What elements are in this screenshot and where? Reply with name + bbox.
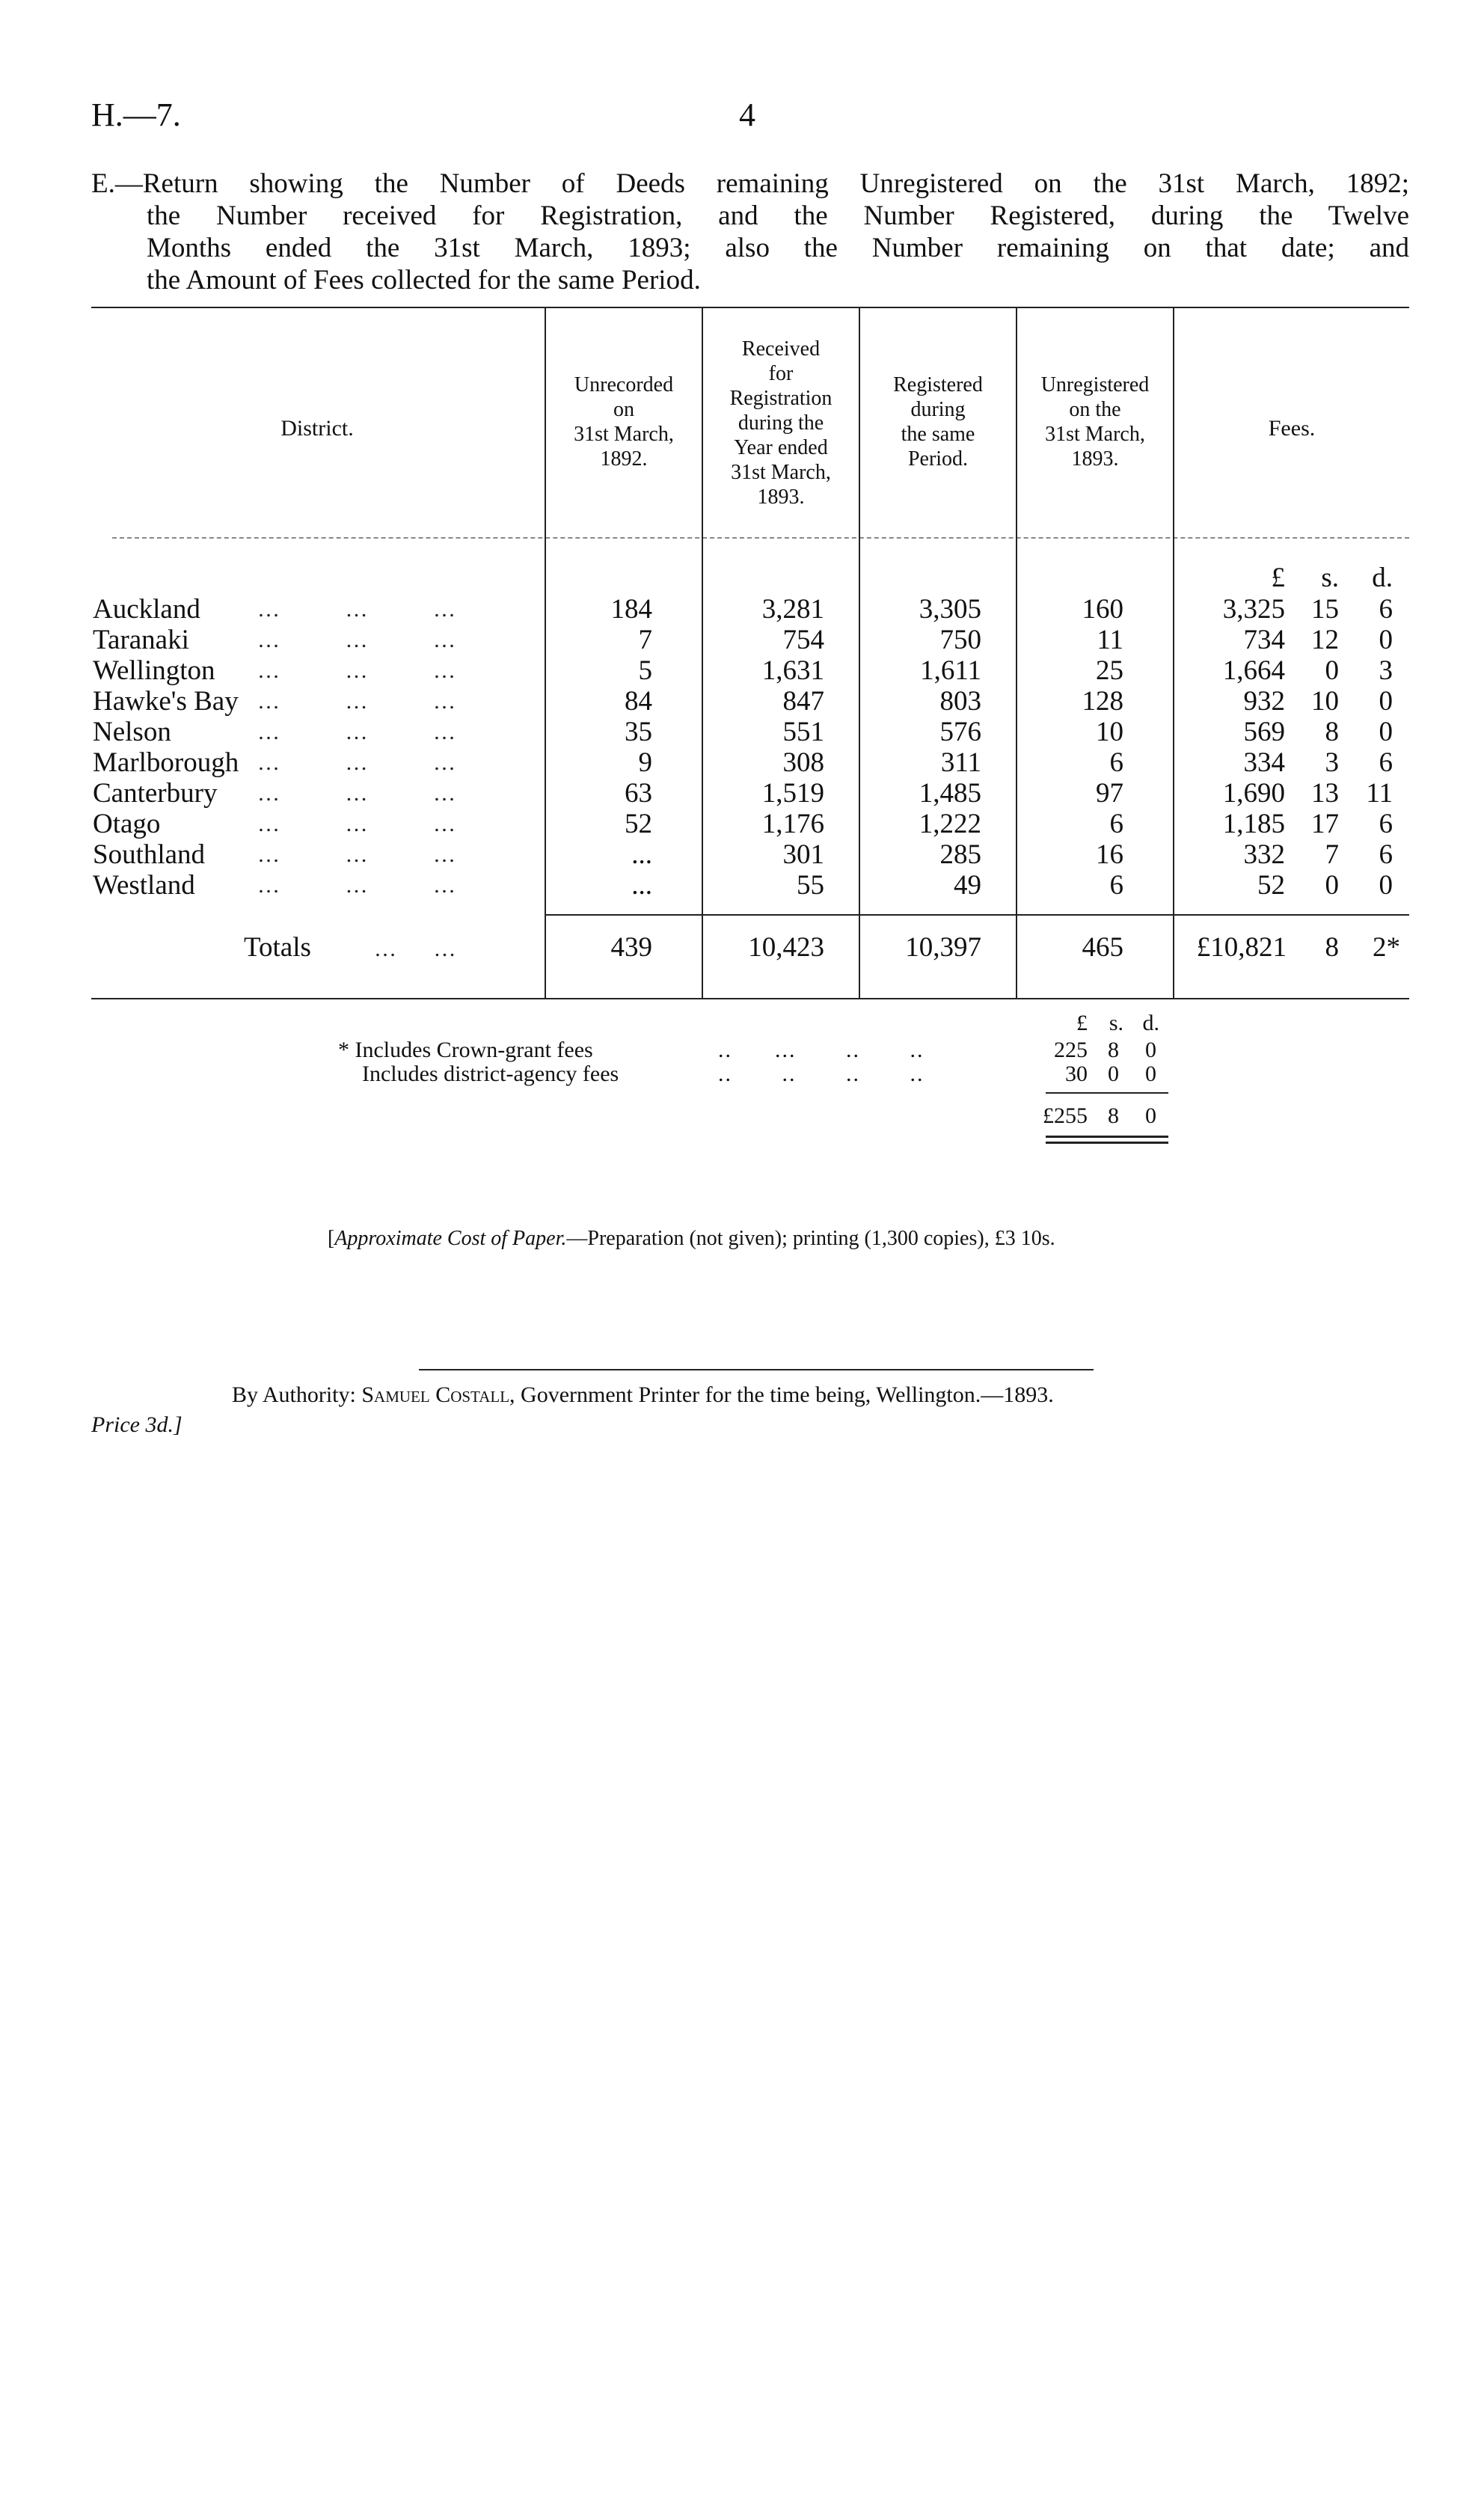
- cell-fees-shillings: 3: [1325, 747, 1339, 778]
- cell-fees-pence: 0: [1379, 686, 1393, 717]
- footnote-total-pounds: £255: [1043, 1103, 1088, 1128]
- footnote-district-agency-pounds: 30: [1065, 1062, 1088, 1086]
- row-district: Taranaki: [93, 625, 189, 655]
- cell-fees-pence: 0: [1379, 625, 1393, 655]
- cell-registered: 1,485: [919, 778, 981, 809]
- row-district: Hawke's Bay: [93, 686, 239, 717]
- cell-registered: 3,305: [919, 594, 981, 625]
- printer-authority-line: [232, 1382, 1054, 1408]
- row-district: Marlborough: [93, 747, 239, 778]
- cell-received: 847: [782, 686, 824, 717]
- cell-fees-shillings: 12: [1311, 625, 1339, 655]
- cell-received: 1,631: [761, 655, 824, 686]
- cell-unregistered: 11: [1097, 625, 1123, 655]
- cell-registered: 311: [940, 747, 981, 778]
- authority-suffix: , Government Printer for the time being, Wellington.—1893.: [509, 1382, 1054, 1407]
- cell-received: 55: [797, 870, 824, 901]
- cell-registered: 1,611: [920, 655, 981, 686]
- cell-unrecorded: ...: [631, 870, 652, 901]
- row-district: Canterbury: [93, 778, 218, 809]
- title-line-1: E.—Return showing the Number of Deeds remaining Unregistered on the 31st March, 1892;: [91, 168, 1409, 199]
- footnote-total-pence: 0: [1145, 1103, 1156, 1128]
- cell-unrecorded: 52: [625, 809, 652, 839]
- cell-fees-pounds: 1,690: [1222, 778, 1285, 809]
- column-header-district: District.: [280, 416, 354, 441]
- totals-unrecorded: 439: [610, 932, 652, 963]
- return-title: [91, 168, 1409, 296]
- table-header-divider: [112, 537, 1409, 539]
- row-leader-dots: … … …: [257, 720, 457, 744]
- cost-of-paper-note: [Approximate Cost of Paper.—Preparation (not given); printing (1,300 copies), £3 10s.: [328, 1227, 1055, 1250]
- page-number: 4: [739, 97, 755, 133]
- price-text: Price 3d.: [91, 1412, 174, 1437]
- cell-unregistered: 6: [1109, 809, 1123, 839]
- cell-fees-pounds: 332: [1243, 839, 1285, 870]
- cell-fees-pounds: 334: [1243, 747, 1285, 778]
- footnote-district-agency-label: Includes district-agency fees: [362, 1062, 619, 1086]
- footnote-unit-pence: d.: [1142, 1011, 1159, 1035]
- row-leader-dots: … … …: [257, 658, 457, 683]
- footnote-crown-grant-pounds: 225: [1054, 1038, 1088, 1062]
- footnote-total-shillings: 8: [1108, 1103, 1119, 1128]
- cell-fees-pounds: 734: [1243, 625, 1285, 655]
- totals-fees-pence: 2*: [1373, 932, 1400, 963]
- authority-rule: [419, 1369, 1094, 1370]
- cell-unregistered: 160: [1082, 594, 1123, 625]
- title-line-4: the Amount of Fees collected for the same Period.: [147, 265, 701, 295]
- page-header-reference: H.—7.: [91, 97, 181, 133]
- cell-registered: 750: [939, 625, 981, 655]
- cell-unrecorded: 63: [625, 778, 652, 809]
- cell-fees-pounds: 569: [1243, 717, 1285, 747]
- cell-received: 308: [782, 747, 824, 778]
- footnote-sum-rule: [1046, 1092, 1168, 1094]
- cell-fees-pence: 6: [1379, 839, 1393, 870]
- cell-unrecorded: 184: [610, 594, 652, 625]
- cell-registered: 803: [939, 686, 981, 717]
- cell-unrecorded: 5: [638, 655, 652, 686]
- column-header-fees: Fees.: [1268, 416, 1316, 441]
- cell-fees-pence: 11: [1366, 778, 1393, 809]
- footnote-district-agency-leader: .. .. .. ..: [718, 1062, 925, 1086]
- footnote-district-agency-shillings: 0: [1108, 1062, 1119, 1086]
- cell-fees-pence: 6: [1379, 594, 1393, 625]
- cell-fees-pounds: 1,185: [1222, 809, 1285, 839]
- cell-received: 754: [782, 625, 824, 655]
- title-line-2: the Number received for Registration, and the Number Registered, during the Twelve: [147, 200, 1409, 231]
- cell-fees-pounds: 932: [1243, 686, 1285, 717]
- cell-received: 301: [782, 839, 824, 870]
- cell-fees-shillings: 17: [1311, 809, 1339, 839]
- cell-received: 3,281: [761, 594, 824, 625]
- cell-fees-pence: 3: [1379, 655, 1393, 686]
- totals-received: 10,423: [748, 932, 824, 963]
- table-bottom-rule: [91, 998, 1409, 999]
- row-leader-dots: … … …: [257, 781, 457, 806]
- totals-registered: 10,397: [905, 932, 981, 963]
- row-leader-dots: … … …: [257, 842, 457, 867]
- cell-unregistered: 25: [1096, 655, 1123, 686]
- cell-unregistered: 6: [1109, 747, 1123, 778]
- totals-leader-dots: … …: [374, 937, 458, 961]
- table-top-rule: [91, 307, 1409, 308]
- cell-fees-shillings: 8: [1325, 717, 1339, 747]
- cell-unregistered: 97: [1096, 778, 1123, 809]
- cell-fees-shillings: 10: [1311, 686, 1339, 717]
- cost-note-text: —Preparation (not given); printing (1,300 copies), £3 10s.: [566, 1227, 1055, 1250]
- cell-fees-shillings: 7: [1325, 839, 1339, 870]
- row-district: Nelson: [93, 717, 171, 747]
- row-leader-dots: … … …: [257, 689, 457, 714]
- row-leader-dots: … … …: [257, 628, 457, 652]
- column-header-registered: Registered during the same Period.: [893, 373, 983, 471]
- row-leader-dots: … … …: [257, 812, 457, 836]
- row-leader-dots: … … …: [257, 873, 457, 898]
- footnote-crown-grant-leader: .. ... .. ..: [718, 1038, 925, 1062]
- cell-unrecorded: 35: [625, 717, 652, 747]
- row-district: Auckland: [93, 594, 200, 625]
- authority-prefix: By Authority:: [232, 1382, 362, 1407]
- cell-unrecorded: ...: [631, 839, 652, 870]
- column-header-received: Received for Registration during the Year ended 31st March, 1893.: [729, 337, 833, 509]
- column-header-unrecorded: Unrecorded on 31st March, 1892.: [574, 373, 674, 471]
- cell-registered: 285: [939, 839, 981, 870]
- cell-fees-pounds: 52: [1257, 870, 1285, 901]
- cost-note-label: Approximate Cost of Paper.: [334, 1227, 567, 1250]
- row-district: Otago: [93, 809, 161, 839]
- footnote-crown-grant-pence: 0: [1145, 1038, 1156, 1062]
- row-district: Wellington: [93, 655, 215, 686]
- row-leader-dots: … … …: [257, 750, 457, 775]
- totals-fees-shillings: 8: [1325, 932, 1339, 963]
- cell-fees-pence: 6: [1379, 747, 1393, 778]
- row-district: Westland: [93, 870, 195, 901]
- title-line-3: Months ended the 31st March, 1893; also the Number remaining on that date; and: [147, 233, 1409, 263]
- fees-unit-pence: d.: [1372, 563, 1393, 593]
- cell-unregistered: 6: [1109, 870, 1123, 901]
- cell-registered: 576: [939, 717, 981, 747]
- totals-unregistered: 465: [1082, 932, 1123, 963]
- totals-fees-pounds: £10,821: [1196, 932, 1287, 963]
- row-district: Southland: [93, 839, 206, 870]
- fees-unit-pounds: £: [1271, 563, 1285, 593]
- cell-registered: 1,222: [919, 809, 981, 839]
- footnote-double-rule-bottom: [1046, 1142, 1168, 1144]
- cell-unregistered: 10: [1096, 717, 1123, 747]
- cell-fees-shillings: 0: [1325, 870, 1339, 901]
- cell-unregistered: 16: [1096, 839, 1123, 870]
- footnote-district-agency-pence: 0: [1145, 1062, 1156, 1086]
- cell-fees-pence: 6: [1379, 809, 1393, 839]
- footnote-unit-pounds: £: [1076, 1011, 1088, 1035]
- price-note: Price 3d.]: [91, 1412, 183, 1437]
- cell-unrecorded: 9: [638, 747, 652, 778]
- cell-received: 1,519: [761, 778, 824, 809]
- column-header-unregistered: Unregistered on the 31st March, 1893.: [1040, 373, 1150, 471]
- row-leader-dots: … … …: [257, 597, 457, 622]
- footnote-unit-shillings: s.: [1109, 1011, 1123, 1035]
- cell-received: 551: [782, 717, 824, 747]
- cell-unrecorded: 7: [638, 625, 652, 655]
- cell-received: 1,176: [761, 809, 824, 839]
- footnote-crown-grant-shillings: 8: [1108, 1038, 1119, 1062]
- cell-unregistered: 128: [1082, 686, 1123, 717]
- cell-fees-pence: 0: [1379, 717, 1393, 747]
- fees-unit-shillings: s.: [1321, 563, 1339, 593]
- cell-unrecorded: 84: [625, 686, 652, 717]
- printer-name: Samuel Costall: [361, 1382, 510, 1407]
- cell-fees-shillings: 13: [1311, 778, 1339, 809]
- cell-fees-pounds: 1,664: [1222, 655, 1285, 686]
- cell-fees-pounds: 3,325: [1222, 594, 1285, 625]
- totals-label: Totals: [244, 932, 311, 963]
- cell-registered: 49: [954, 870, 981, 901]
- cell-fees-shillings: 15: [1311, 594, 1339, 625]
- cell-fees-pence: 0: [1379, 870, 1393, 901]
- footnote-crown-grant-label: * Includes Crown-grant fees: [338, 1038, 593, 1062]
- totals-top-rule: [546, 914, 1409, 916]
- cell-fees-shillings: 0: [1325, 655, 1339, 686]
- footnote-double-rule-top: [1046, 1136, 1168, 1138]
